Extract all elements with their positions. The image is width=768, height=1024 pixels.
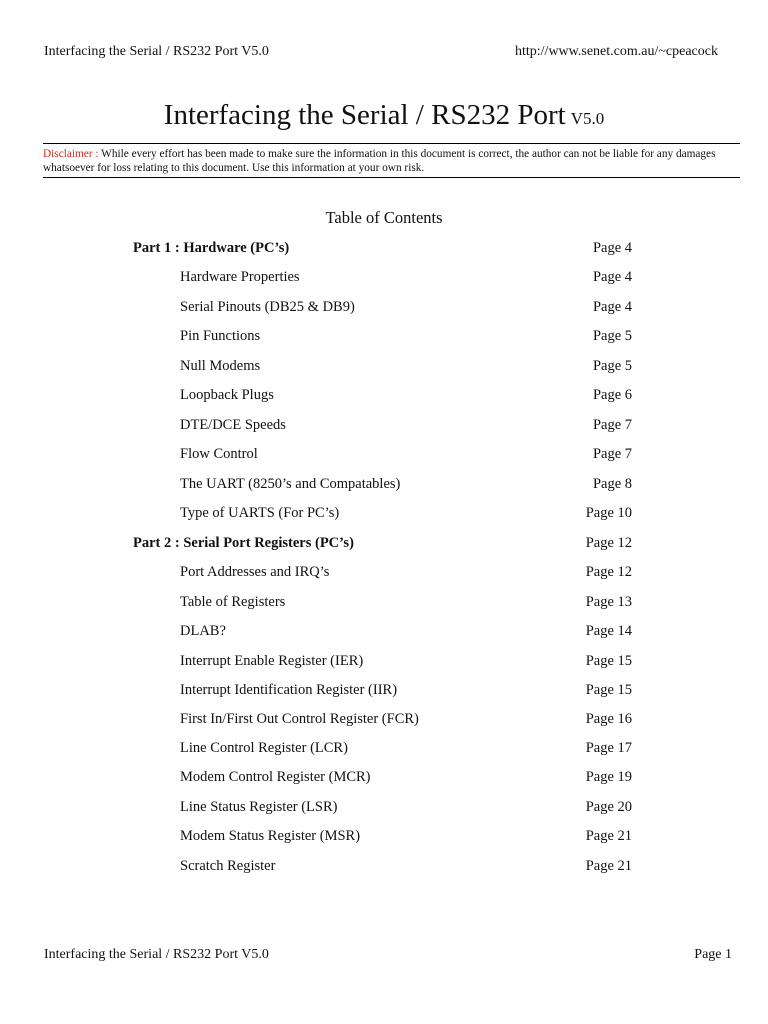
toc-entry-label: Scratch Register	[180, 858, 276, 874]
toc-entry-page: Page 12	[585, 535, 632, 551]
document-title	[0, 99, 768, 132]
toc-entry	[0, 682, 768, 704]
toc-entry-page: Page 10	[585, 505, 632, 521]
toc-entry-page: Page 5	[592, 328, 632, 344]
document-version: V5.0	[570, 109, 605, 128]
toc-entry-label: Line Control Register (LCR)	[180, 740, 348, 756]
toc-entry-label: The UART (8250’s and Compatables)	[180, 476, 401, 492]
toc-entry-page: Page 12	[585, 564, 632, 580]
toc-entry	[0, 623, 768, 645]
toc-entry-label: Type of UARTS (For PC’s)	[180, 505, 340, 521]
toc-entry-page: Page 7	[592, 446, 632, 462]
toc-entry-label: Part 2 : Serial Port Registers (PC’s)	[133, 535, 354, 551]
toc-entry-label: Flow Control	[180, 446, 258, 462]
toc-entry-label: DLAB?	[180, 623, 226, 639]
toc-entry-page: Page 8	[592, 476, 632, 492]
toc-entry-page: Page 19	[585, 769, 632, 785]
toc-entry-label: First In/First Out Control Register (FCR)	[180, 711, 419, 727]
disclaimer	[43, 148, 742, 175]
toc-entry-page: Page 4	[592, 269, 632, 285]
toc-entry-label: Table of Registers	[180, 594, 286, 610]
toc-entry	[0, 476, 768, 498]
toc-entry-label: Interrupt Identification Register (IIR)	[180, 682, 398, 698]
toc-entry-label: Port Addresses and IRQ’s	[180, 564, 330, 580]
toc-entry-label: Interrupt Enable Register (IER)	[180, 653, 364, 669]
running-footer-title: Interfacing the Serial / RS232 Port V5.0	[44, 947, 269, 962]
disclaimer-text: While every effort has been made to make sure the information in this document is correct, the author can not be liable for any damages whatsoever for loss relating to this document. Use this information at your own risk.	[43, 148, 716, 174]
toc-entry-label: Serial Pinouts (DB25 & DB9)	[180, 299, 355, 315]
disclaimer-bottom-rule	[43, 177, 740, 178]
toc-part-2	[0, 535, 768, 557]
toc-entry	[0, 799, 768, 821]
toc-entry-label: Null Modems	[180, 358, 261, 374]
toc-entry	[0, 417, 768, 439]
toc-entry-page: Page 21	[585, 858, 632, 874]
toc-entry-page: Page 14	[585, 623, 632, 639]
toc-entry-page: Page 6	[592, 387, 632, 403]
page-number: Page 1	[694, 947, 732, 962]
toc-entry-page: Page 15	[585, 682, 632, 698]
toc-entry-label: Modem Status Register (MSR)	[180, 828, 361, 844]
toc-part-1	[0, 240, 768, 262]
toc-entry-page: Page 4	[592, 240, 632, 256]
disclaimer-label: Disclaimer :	[43, 148, 99, 160]
toc-entry	[0, 328, 768, 350]
toc-entry-label: Pin Functions	[180, 328, 261, 344]
toc-entry-page: Page 21	[585, 828, 632, 844]
toc-entry-label: Loopback Plugs	[180, 387, 274, 403]
toc-entry-page: Page 17	[585, 740, 632, 756]
toc-entry	[0, 269, 768, 291]
toc-entry	[0, 740, 768, 762]
toc-entry	[0, 769, 768, 791]
toc-entry	[0, 564, 768, 586]
toc-entry-page: Page 4	[592, 299, 632, 315]
toc-entry-page: Page 13	[585, 594, 632, 610]
toc-entry-label: Hardware Properties	[180, 269, 300, 285]
toc-entry	[0, 711, 768, 733]
toc-entry-label: DTE/DCE Speeds	[180, 417, 286, 433]
toc-entry-label: Part 1 : Hardware (PC’s)	[133, 240, 290, 256]
toc-entry	[0, 358, 768, 380]
document-title-text: Interfacing the Serial / RS232 Port	[163, 99, 566, 131]
toc-entry	[0, 387, 768, 409]
toc-entry	[0, 594, 768, 616]
toc-entry-page: Page 5	[592, 358, 632, 374]
toc-entry-label: Line Status Register (LSR)	[180, 799, 338, 815]
toc-entry-page: Page 16	[585, 711, 632, 727]
toc-entry	[0, 446, 768, 468]
running-header-url: http://www.senet.com.au/~cpeacock	[515, 44, 718, 59]
toc-entry-page: Page 15	[585, 653, 632, 669]
toc-heading: Table of Contents	[325, 208, 443, 227]
toc-entry	[0, 858, 768, 880]
toc-entry	[0, 299, 768, 321]
toc-entry-label: Modem Control Register (MCR)	[180, 769, 371, 785]
disclaimer-top-rule	[43, 143, 740, 144]
running-header-title: Interfacing the Serial / RS232 Port V5.0	[44, 44, 269, 59]
toc-entry	[0, 828, 768, 850]
toc-entry	[0, 505, 768, 527]
toc-entry-page: Page 7	[592, 417, 632, 433]
toc-entry	[0, 653, 768, 675]
toc-entry-page: Page 20	[585, 799, 632, 815]
